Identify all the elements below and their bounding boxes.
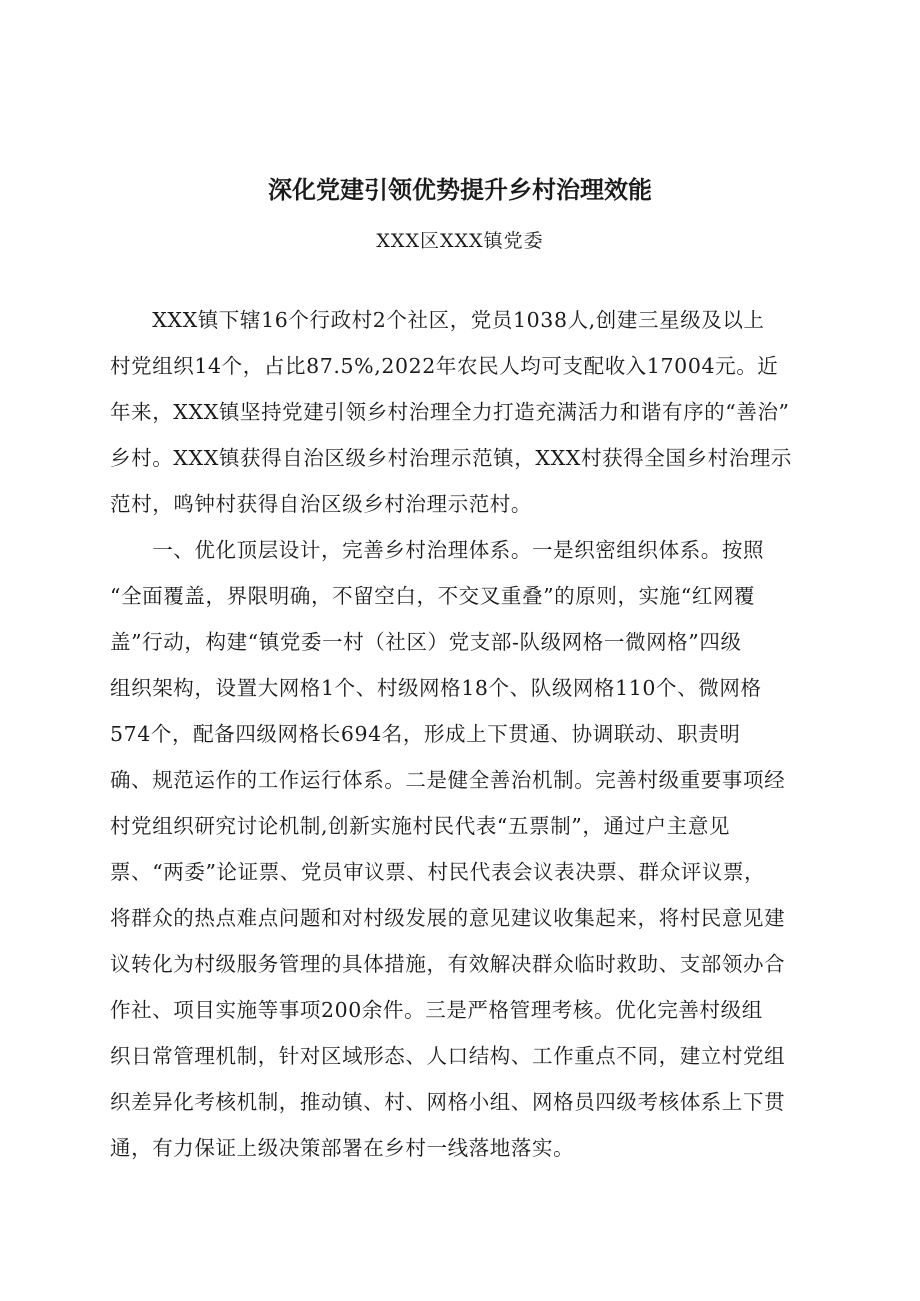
body-line: 议转化为村级服务管理的具体措施，有效解决群众临时救助、支部领办合 — [110, 952, 786, 976]
body-line: 乡村。XXX镇获得自治区级乡村治理示范镇，XXX村获得全国乡村治理示 — [110, 446, 792, 470]
body-line: XXX镇下辖16个行政村2个社区，党员1038人,创建三星级及以上 — [110, 308, 765, 332]
body-line: 村党组织14个，占比87.5%,2022年农民人均可支配收入17004元。近 — [110, 354, 779, 378]
body-line: 票、“两委”论证票、党员审议票、村民代表会议表决票、群众评议票， — [110, 860, 766, 884]
body-line: 确、规范运作的工作运行体系。二是健全善治机制。完善村级重要事项经 — [110, 768, 786, 792]
body-line: 一、优化顶层设计，完善乡村治理体系。一是织密组织体系。按照 — [110, 538, 765, 562]
body-line: 年来，XXX镇坚持党建引领乡村治理全力打造充满活力和谐有序的“善治” — [110, 400, 790, 424]
body-line: 织差异化考核机制，推动镇、村、网格小组、网格员四级考核体系上下贯 — [110, 1090, 786, 1114]
body-line: 574个，配备四级网格长694名，形成上下贯通、协调联动、职责明 — [110, 722, 741, 746]
body-line: 村党组织研究讨论机制,创新实施村民代表“五票制”，通过户主意见 — [110, 814, 731, 838]
body-line: 作社、项目实施等事项200余件。三是严格管理考核。优化完善村级组 — [110, 998, 763, 1022]
body-line: 织日常管理机制，针对区域形态、人口结构、工作重点不同，建立村党组 — [110, 1044, 786, 1068]
body-line: 范村，鸣钟村获得自治区级乡村治理示范村。 — [110, 492, 532, 516]
body-line: 将群众的热点难点问题和对村级发展的意见建议收集起来，将村民意见建 — [110, 906, 786, 930]
document-title: 深化党建引领优势提升乡村治理效能 — [268, 175, 652, 204]
body-line: 通，有力保证上级决策部署在乡村一线落地落实。 — [110, 1136, 575, 1160]
document-author: XXX区XXX镇党委 — [376, 230, 544, 252]
body-line: 组织架构，设置大网格1个、村级网格18个、队级网格110个、微网格 — [110, 676, 762, 700]
body-line: “全面覆盖，界限明确，不留空白，不交叉重叠”的原则，实施“红网覆 — [110, 584, 756, 608]
body-line: 盖”行动，构建“镇党委一村（社区）党支部-队级网格一微网格”四级 — [110, 630, 742, 654]
